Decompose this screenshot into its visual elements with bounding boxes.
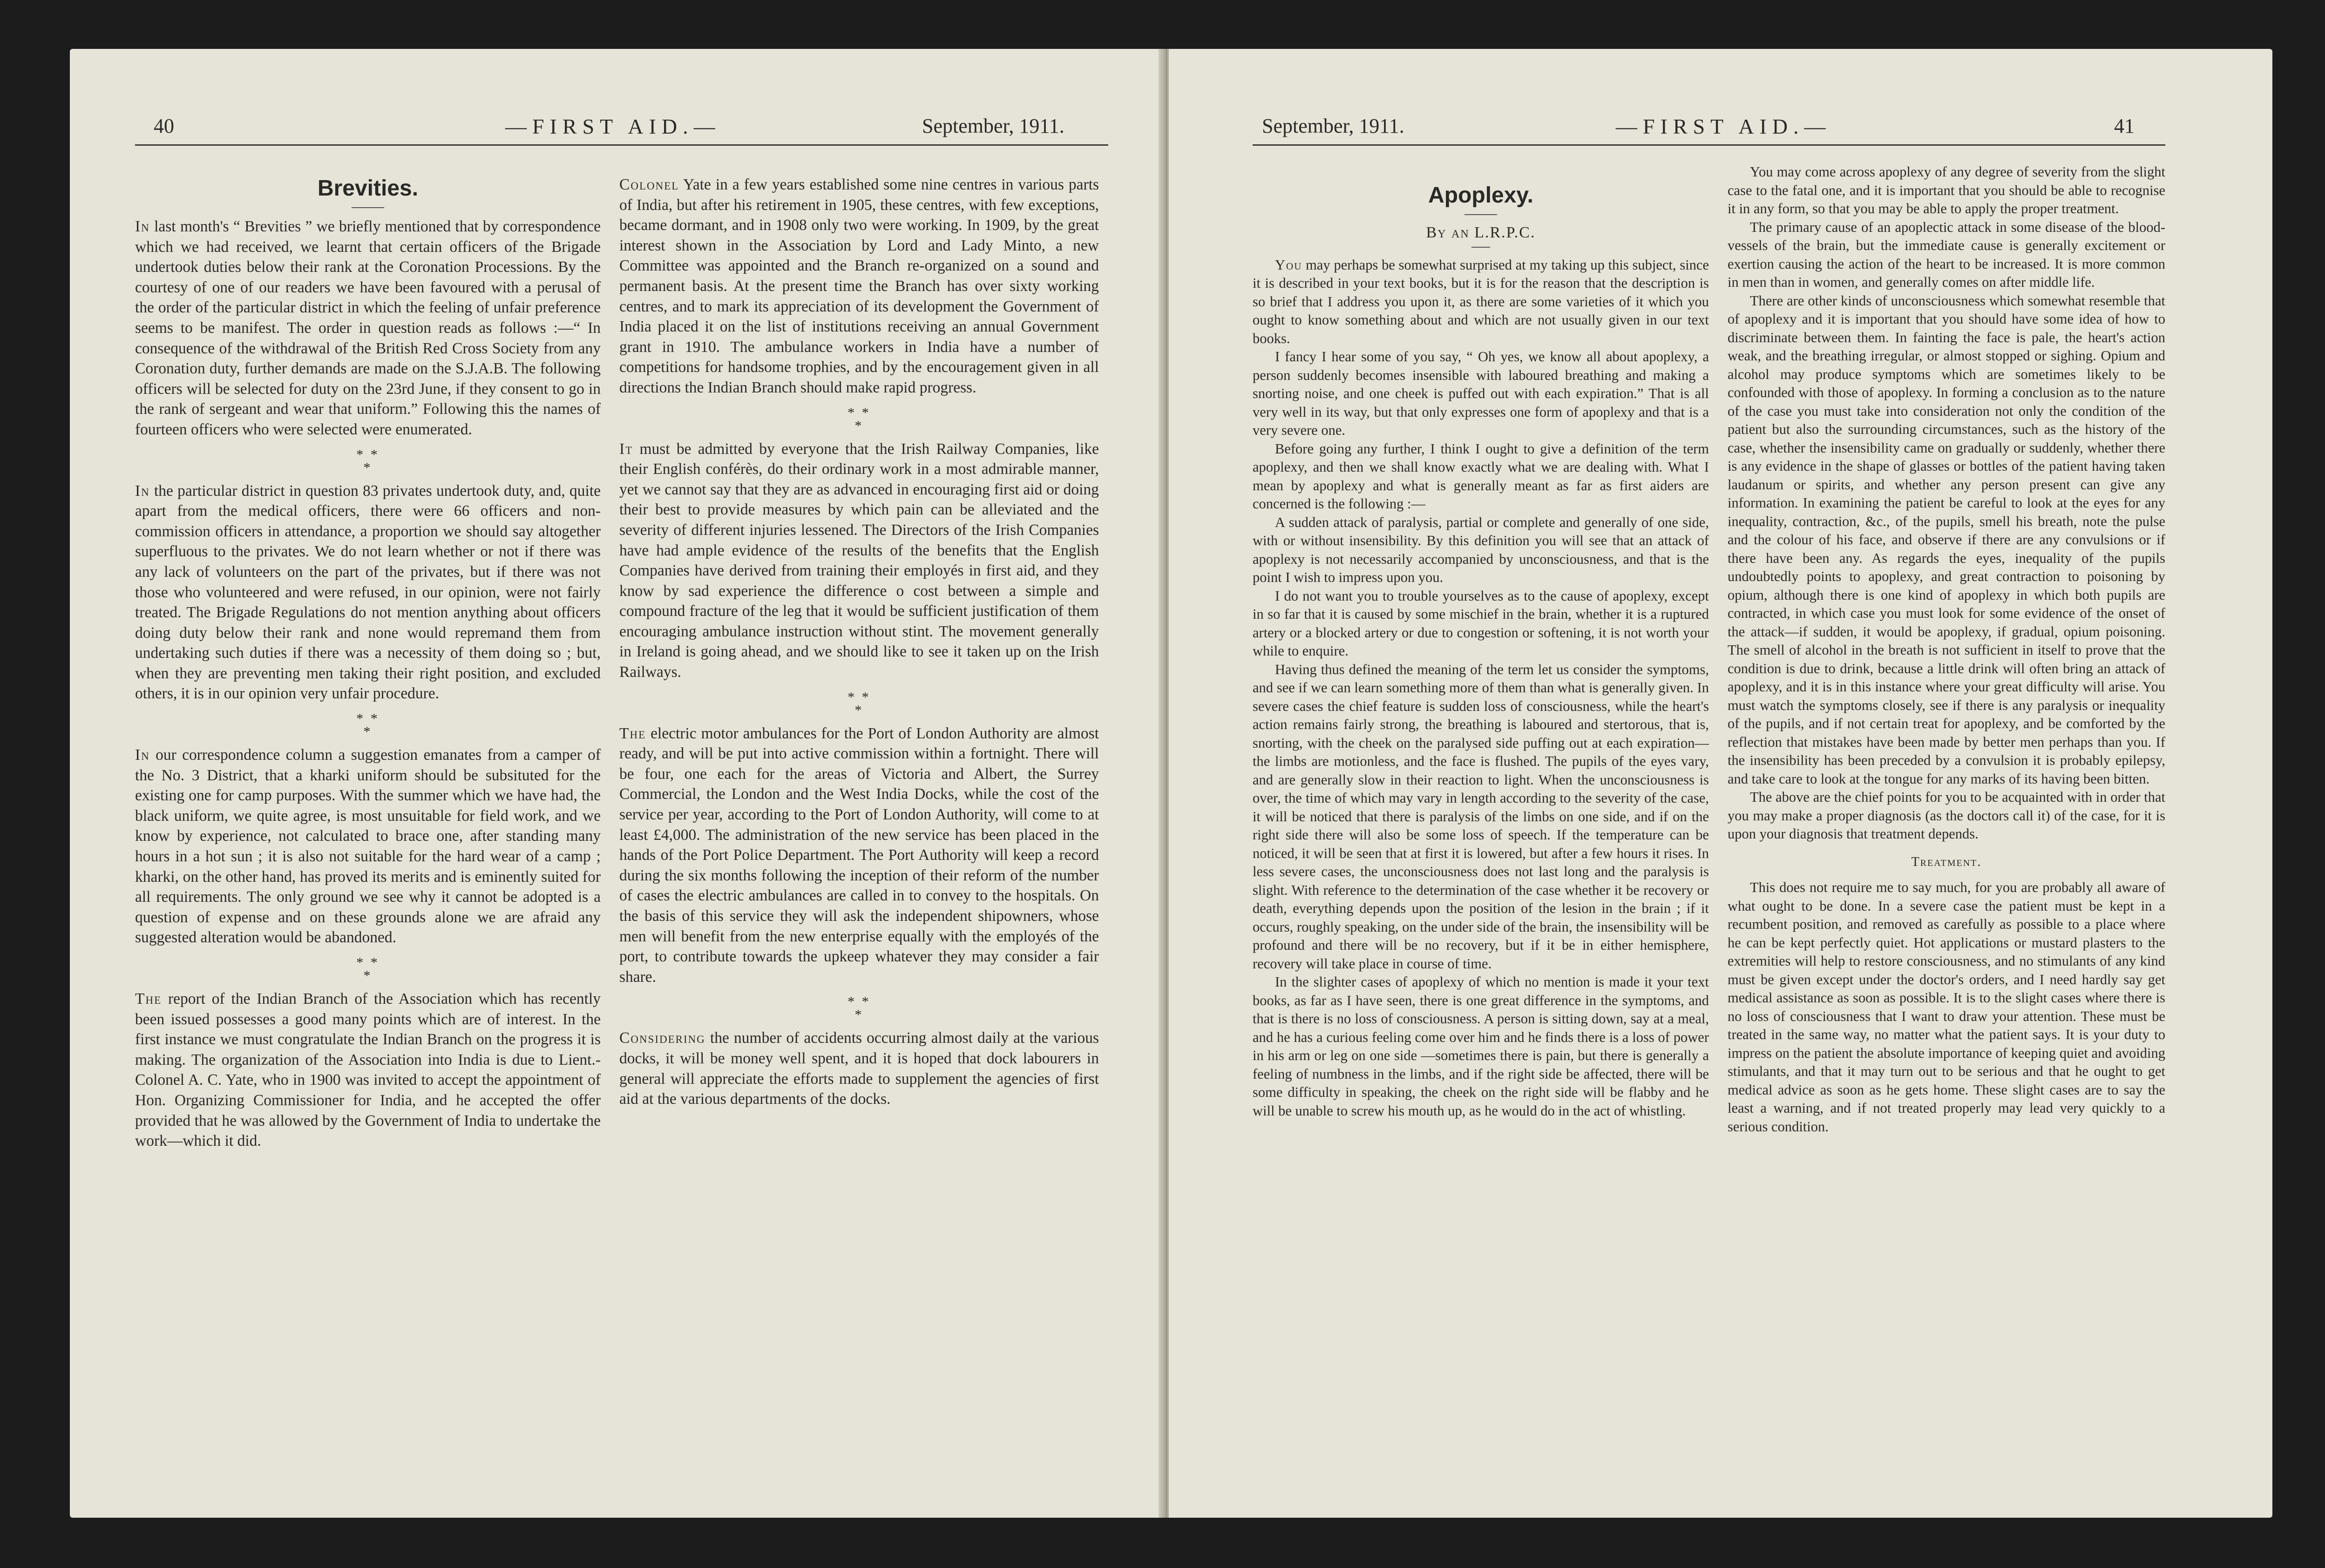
paragraph bbox=[135, 745, 601, 948]
apoplexy-body bbox=[1253, 256, 1709, 1121]
paragraph-lead: In bbox=[135, 218, 150, 235]
brevities-body bbox=[135, 216, 601, 1151]
article-title: Apoplexy. bbox=[1428, 183, 1533, 208]
left-column-2 bbox=[619, 175, 1099, 1109]
journal-title: —FIRST AID.— bbox=[505, 115, 721, 138]
paragraph-text: I fancy I hear some of you say, “ Oh yes, we know all about apoplexy, a person suddenly becomes insensible with laboured breathing and making a snorting noise, and one cheek is puffed out with each expiration.” That is all very well in its way, but that only expresses one form of apoplexy and that is a very severe one. bbox=[1253, 349, 1709, 438]
paragraph bbox=[619, 1028, 1099, 1109]
treatment-body bbox=[1728, 879, 2165, 1136]
asterism-divider: * * * bbox=[356, 955, 380, 983]
paragraph-text: the number of accidents occurring almost daily at the various docks, it will be money well spent, and it is hoped that dock labourers in general will appreciate the efforts made to supplement the agencies of first aid at the various departments of the docks. bbox=[619, 1029, 1099, 1108]
paragraph-text: must be admitted by everyone that the Irish Railway Companies, like their English conférès, do their ordinary work in a most admirable manner, yet we cannot say that they are as advanced in encouraging first aid or doing their best to provide measures by which pain can be alleviated and the severity of different injuries lessened. The Directors of the Irish Companies have had ample evidence of the results of the benefits that the English Companies have derived from training their employés in first aid, and they know by sad experience the difference o cost between a simple and compound fracture of the leg that it would be sufficient justification of them encouraging ambulance instruction without stint. The movement generally in Ireland is going ahead, and we should like to see it taken up on the Irish Railways. bbox=[619, 440, 1099, 681]
asterism-divider: * * * bbox=[356, 711, 380, 740]
issue-date: September, 1911. bbox=[1262, 115, 1404, 137]
paragraph bbox=[1728, 163, 2165, 218]
paragraph bbox=[619, 175, 1099, 398]
left-page bbox=[70, 49, 1164, 1518]
paragraph-lead: In bbox=[135, 482, 150, 500]
header-rule bbox=[135, 144, 1108, 146]
journal-title: —FIRST AID.— bbox=[1616, 115, 1831, 138]
paragraph bbox=[1728, 292, 2165, 789]
paragraph bbox=[619, 723, 1099, 987]
page-number: 41 bbox=[2114, 115, 2135, 137]
byline: By an L.R.P.C. bbox=[1426, 224, 1536, 241]
paragraph bbox=[1728, 879, 2165, 1136]
paragraph bbox=[1253, 973, 1709, 1120]
treatment-heading: Treatment. bbox=[1911, 854, 1982, 869]
apoplexy-body-continued bbox=[1728, 163, 2165, 844]
issue-date: September, 1911. bbox=[922, 115, 1064, 137]
left-running-head bbox=[70, 114, 1164, 151]
paragraph-lead: Colonel bbox=[619, 176, 679, 193]
paragraph-text: our correspondence column a suggestion emanates from a camper of the No. 3 District, that a kharki uniform should be subsituted for the existing one for camp purposes. With the summer which we have had, the black uniform, we quite agree, is most unsuitable for field work, and we know by experience, not calculated to brace one, after standing many hours in a hot sun ; it is also not suitable for the hard wear of a camp ; kharki, on the other hand, has proved its merits and is eminently suited for all requirements. The only ground we see why it cannot be adopted is a question of expense and on these grounds alone we are afraid any suggested alteration would be abandoned. bbox=[135, 746, 601, 946]
paragraph-text: You may come across apoplexy of any degree of severity from the slight case to the fatal one, and it is important that you should be able to recognise it in any form, so that you may be able to apply the proper treatment. bbox=[1728, 164, 2165, 216]
paragraph-text: electric motor ambulances for the Port of London Authority are almost ready, and will be put into active commission within a fortnight. There will be four, one each for the areas of Victoria and Albert, the Surrey Commercial, the London and the West India Docks, while the cost of the service per year, according to the Port of London Authority, will come to at least £4,000. The administration of the new service has been placed in the hands of the Port Police Department. The Port Authority will keep a record during the six months following the inception of their reform of the number of cases the electric ambulances are called in to convey to the hospitals. On the basis of this service they will ask the independent shipowners, whose men will benefit from the new enterprise equally with the employés of the port, to contribute towards the upkeep whatever they may consider a fair share. bbox=[619, 724, 1099, 986]
article-title: Brevities. bbox=[317, 176, 419, 201]
header-rule bbox=[1253, 144, 2165, 146]
title-rule bbox=[1464, 214, 1497, 215]
paragraph-lead: In bbox=[135, 746, 150, 764]
right-column-1 bbox=[1253, 163, 1709, 1120]
page-number: 40 bbox=[154, 115, 174, 137]
paragraph-lead: The bbox=[619, 724, 646, 742]
paragraph bbox=[1253, 587, 1709, 661]
paragraph bbox=[135, 989, 601, 1151]
paragraph-text: In the slighter cases of apoplexy of which no mention is made it your text books, as far as I have seen, there is one great difference in the symptoms, and that is there is no loss of consciousness. A person is sitting down, say at a meal, and he has a curious feeling come over him and he finds there is a loss of power in his arm or leg on one side —sometimes there is pain, but there is generally a feeling of numbness in the limbs, and if the right side be affected, there will be some difficulty in speaking, the cheek on the right side will be flabby and he will be unable to screw his mouth up, as he would do in the act of whistling. bbox=[1253, 974, 1709, 1119]
paragraph-text: This does not require me to say much, for you are probably all aware of what ought to be done. In a severe case the patient must be kept in a recumbent position, and removed as carefully as possible to a place where he can be kept perfectly quiet. Hot applications or mustard plasters to the extremities will help to restore consciousness, and no stimulants of any kind must be given except under the doctor's orders, and I need hardly say get medical assistance as soon as possible. It is to the slight cases where there is no loss of consciousness that I want to draw your attention. These must be treated in the same way, no matter what the patient says. It is your duty to impress on the patient the absolute importance of keeping quiet and avoiding stimulants, and that it may turn out to be serious and that he ought to get medical advice as soon as he gets home. These slight cases are to say the least a warning, and if not treated properly may lead very quickly to a serious condition. bbox=[1728, 879, 2165, 1135]
paragraph bbox=[1253, 256, 1709, 348]
right-page bbox=[1169, 49, 2272, 1518]
paragraph bbox=[619, 439, 1099, 683]
paragraph-text: A sudden attack of paralysis, partial or complete and generally of one side, with or without insensibility. By this definition you will see that an attack of apoplexy is not necessarily accompanied by unconsciousness, and that is the point I wish to impress upon you. bbox=[1253, 514, 1709, 585]
paragraph bbox=[1253, 440, 1709, 514]
paragraph-text: may perhaps be somewhat surprised at my taking up this subject, since it is described in your text books, but it is for the reason that the description is so brief that I address you upon it, as there are some varieties of it which you ought to know something about and which are not usually given in our text books. bbox=[1253, 257, 1709, 346]
paragraph-text: There are other kinds of unconsciousness which somewhat resemble that of apoplexy and it is important that you should have some idea of how to discriminate between them. In fainting the face is pale, the heart's action weak, and the breathing irregular, or almost stopped or sighing. Opium and alcohol may produce symptoms which are sometimes likely to be confounded with those of apoplexy. In forming a conclusion as to the nature of the case you must take into consideration not only the condition of the patient but also the surrounding circumstances, such as the history of the case, whether the insensibility came on gradually or suddenly, whether there is any evidence in the shape of glasses or bottles of the patient having taken laudanum or spirits, and whether any person present can give any information. In examining the patient be careful to look at the eyes for any inequality, contraction, &c., of the pupils, smell his breath, note the pulse and the colour of his face, and observe if there are any convulsions or if there have been any. As regards the eyes, inequality of the pupils undoubtedly points to apoplexy, and great contraction to poisoning by opium, although there is one kind of apoplexy in which both pupils are contracted, in which case you must look for some evidence of the onset of the attack—if sudden, it would be apoplexy, if gradual, opium poisoning. The smell of alcohol in the breath is not sufficient in itself to prove that the condition is due to drink, because a little drink will often bring an attack of apoplexy, and it is in this instance where your great difficulty will arise. You must watch the symptoms closely, see if there is any paralysis or inequality of the pupils, and if not certain treat for apoplexy, and be comforted by the reflection that mistakes have been made by better men perhaps than you. If the insensibility has been preceded by a convulsion it is probably epilepsy, and take care to look at the tongue for any marks of its having been bitten. bbox=[1728, 292, 2165, 787]
paragraph bbox=[1253, 348, 1709, 440]
left-column-1 bbox=[135, 175, 601, 1151]
paragraph bbox=[1253, 514, 1709, 587]
paragraph bbox=[135, 481, 601, 704]
asterism-divider: * * * bbox=[847, 994, 871, 1023]
paragraph bbox=[1728, 218, 2165, 292]
paragraph-text: Having thus defined the meaning of the term let us consider the symptoms, and see if we can learn something more of them than what is generally given. In severe cases the chief feature is sudden loss of consciousness, while the heart's action remains fairly strong, the breathing is laboured and stertorous, that is, snorting, with the cheek on the paralysed side puffing out at each expiration—the limbs are motionless, and the face is flushed. The pupils of the eyes vary, and are generally slow in their reaction to light. When the unconsciousness is over, the time of which may vary in length according to the severity of the case, it will be noticed that there is paralysis of the limbs on one side, and if on the right side there will also be some loss of speech. If the temperature can be noticed, it will be seen that at first it is lowered, but after a few hours it rises. In less severe cases, the unconsciousness does not last long and the paralysis is slight. With reference to the determination of the case whether it be recovery or death, everything depends upon the position of the lesion in the brain ; if it occurs, roughly speaking, on the under side of the brain, the insensibility will be profound and there will be no recovery, but if it be in either hemisphere, recovery will take place in course of time. bbox=[1253, 661, 1709, 972]
asterism-divider: * * * bbox=[847, 405, 871, 433]
asterism-divider: * * * bbox=[847, 689, 871, 718]
right-column-2 bbox=[1728, 163, 2165, 1136]
paragraph-text: The above are the chief points for you to be acquainted with in order that you may make a proper diagnosis (as the doctors call it) of the case, for it is upon your diagnosis that treatment depends. bbox=[1728, 789, 2165, 842]
paragraph-text: the particular district in question 83 privates undertook duty, and, quite apart from the medical officers, there were 66 officers and non-commission officers in attendance, a proportion we should say altogether superfluous to the privates. We do not learn whether or not if there was any lack of volunteers on the part of the privates, but if there was not those who volunteered and were refused, in our opinion, were not fairly treated. The Brigade Regulations do not mention anything about officers doing duty below their rank and none would repremand them from undertaking such duties if there was a necessity of them doing so ; but, when they are preventing men taking their right position, and excluded others, it is in our opinion very unfair procedure. bbox=[135, 482, 601, 703]
paragraph-lead: It bbox=[619, 440, 633, 458]
byline-rule bbox=[1471, 247, 1490, 248]
paragraph-text: last month's “ Brevities ” we briefly mentioned that by correspondence which we had received, we learnt that certain officers of the Brigade undertook duties below their rank at the Coronation Processions. By the courtesy of one of our readers we have been favoured with a perusal of the order of the particular district in which the feeling of unfair preference seems to be manifest. The order in question reads as follows :—“ In consequence of the withdrawal of the British Red Cross Society from any Coronation duty, further demands are made on the S.J.A.B. The following officers will be selected for duty on the 23rd June, if they consent to go in the rank of sergeant and wear that uniform.” Following this the names of fourteen officers who were selected were enumerated. bbox=[135, 218, 601, 438]
right-running-head bbox=[1169, 114, 2272, 151]
brevities-body-continued bbox=[619, 175, 1099, 1109]
paragraph-lead: You bbox=[1275, 257, 1302, 273]
paragraph bbox=[135, 216, 601, 440]
paragraph-lead: The bbox=[135, 990, 162, 1007]
title-rule bbox=[352, 207, 384, 208]
paragraph-text: Before going any further, I think I ought to give a definition of the term apoplexy, and then we shall know exactly what we are dealing with. What I mean by apoplexy and what is generally meant as far as first aiders are concerned is the following :— bbox=[1253, 440, 1709, 512]
paragraph-text: Yate in a few years established some nine centres in various parts of India, but after his retirement in 1905, these centres, with few exceptions, became dormant, and in 1908 only two were working. In 1909, by the great interest shown in the Association by Lord and Lady Minto, a new Committee was appointed and the Branch re-organized on a sound and permanent basis. At the present time the Branch has over sixty working centres, and to mark its appreciation of its development the Government of India placed it on the list of institutions receiving an annual Government grant in 1910. The ambulance workers in India have a number of competitions for handsome trophies, and by the encouragement given in all directions the Indian Branch should make rapid progress. bbox=[619, 176, 1099, 396]
paragraph-lead: Considering bbox=[619, 1029, 705, 1047]
paragraph bbox=[1728, 788, 2165, 844]
paragraph-text: report of the Indian Branch of the Association which has recently been issued possesses a good many points which are of interest. In the first instance we must congratulate the Indian Branch on the progress it is making. The organization of the Association into India is due to Lient.-Colonel A. C. Yate, who in 1900 was invited to accept the appointment of Hon. Organizing Commissioner for India, and he accepted the offer provided that he was allowed by the Government of India to undertake the work—which it did. bbox=[135, 990, 601, 1150]
paragraph-text: The primary cause of an apoplectic attack in some disease of the blood-vessels of the brain, but the immediate cause is generally excitement or exertion causing the action of the heart to be increased. It is more common in men than in women, and generally comes on after middle life. bbox=[1728, 219, 2165, 290]
asterism-divider: * * * bbox=[356, 446, 380, 475]
paragraph-text: I do not want you to trouble yourselves as to the cause of apoplexy, except in so far that it is caused by some mischief in the brain, whether it is a ruptured artery or a blocked artery or due to congestion or softening, it is not worth your while to enquire. bbox=[1253, 588, 1709, 659]
paragraph bbox=[1253, 661, 1709, 973]
